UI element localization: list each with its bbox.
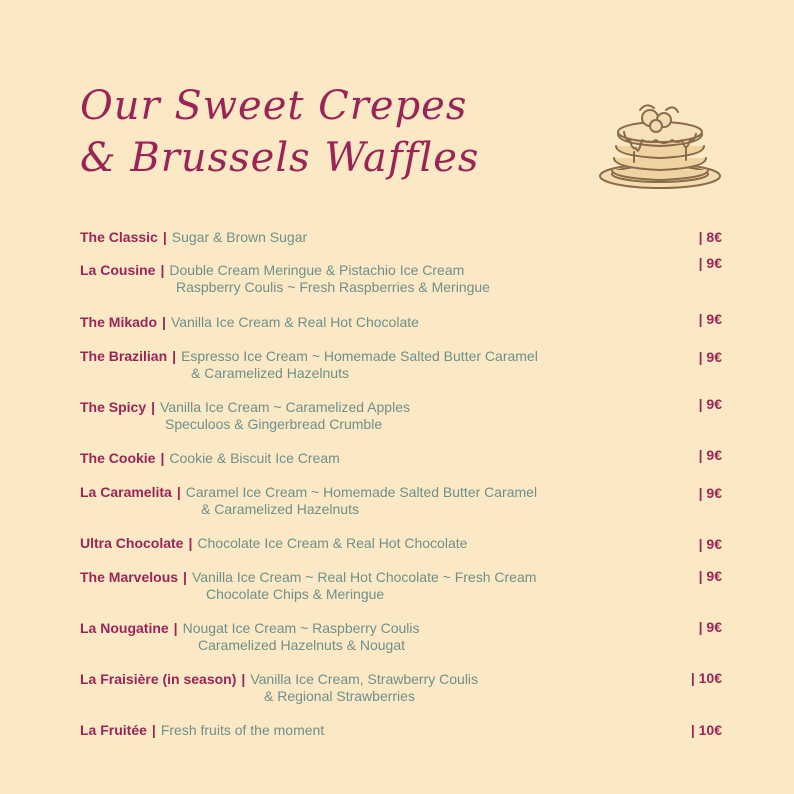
item-price: | 10€ xyxy=(690,722,722,738)
item-description: Caramel Ice Cream ~ Homemade Salted Butter Caramel xyxy=(185,484,538,500)
item-description-continued: Raspberry Coulis ~ Fresh Raspberries & Meringue xyxy=(176,279,490,295)
item-price: | 9€ xyxy=(698,311,722,327)
item-price: | 8€ xyxy=(698,229,722,245)
item-separator: | xyxy=(151,399,156,415)
menu-title-line-2: & Brussels Waffles xyxy=(80,135,480,181)
item-name: La Fraisière (in season) xyxy=(80,671,237,687)
menu-item xyxy=(80,348,730,382)
pancake-stack-icon xyxy=(594,96,726,194)
item-separator: | xyxy=(176,484,181,500)
menu-item xyxy=(80,255,730,296)
item-description-continued: & Caramelized Hazelnuts xyxy=(191,365,349,381)
item-description: Fresh fruits of the moment xyxy=(160,722,325,738)
item-separator: | xyxy=(172,348,177,364)
item-name: The Spicy xyxy=(80,399,147,415)
item-separator: | xyxy=(183,569,187,585)
item-price: | 9€ xyxy=(698,447,722,463)
item-price: | 10€ xyxy=(690,670,722,686)
item-price: | 9€ xyxy=(698,619,722,635)
item-separator: | xyxy=(160,262,165,278)
item-price: | 9€ xyxy=(698,485,722,501)
item-separator: | xyxy=(173,620,178,636)
item-price: | 9€ xyxy=(698,396,722,412)
item-separator: | xyxy=(151,722,156,738)
item-price: | 9€ xyxy=(698,349,722,365)
item-description: Vanilla Ice Cream & Real Hot Chocolate xyxy=(170,314,419,330)
item-description: Espresso Ice Cream ~ Homemade Salted Butter Caramel xyxy=(181,348,538,364)
menu-item xyxy=(80,722,730,739)
item-description: Sugar & Brown Sugar xyxy=(171,229,308,245)
item-description-continued: Chocolate Chips & Meringue xyxy=(206,586,385,602)
item-separator: | xyxy=(160,450,165,466)
item-description: Vanilla Ice Cream ~ Real Hot Chocolate ~ Fresh Cream xyxy=(191,569,537,585)
item-name: Ultra Chocolate xyxy=(80,535,184,551)
item-description-continued: & Regional Strawberries xyxy=(264,688,415,704)
menu-item xyxy=(80,671,730,705)
menu-item xyxy=(80,396,730,433)
menu-item xyxy=(80,535,730,552)
menu-item xyxy=(80,229,730,246)
item-description-continued: Speculoos & Gingerbread Crumble xyxy=(165,416,383,432)
item-name: The Cookie xyxy=(80,450,156,466)
item-separator: | xyxy=(162,314,166,330)
item-name: The Brazilian xyxy=(80,348,168,364)
item-name: La Fruitée xyxy=(80,722,147,738)
item-separator: | xyxy=(162,229,167,245)
item-price: | 9€ xyxy=(698,255,722,271)
menu-item xyxy=(80,569,730,603)
item-name: La Nougatine xyxy=(80,620,169,636)
item-price: | 9€ xyxy=(698,568,722,584)
item-name: The Mikado xyxy=(80,314,158,330)
item-description-continued: & Caramelized Hazelnuts xyxy=(201,501,359,517)
menu-item xyxy=(80,447,730,467)
item-description: Chocolate Ice Cream & Real Hot Chocolate xyxy=(197,535,468,551)
menu-title-line-1: Our Sweet Crepes xyxy=(80,83,468,129)
item-name: La Caramelita xyxy=(80,484,172,500)
item-separator: | xyxy=(241,671,246,687)
item-description: Vanilla Ice Cream ~ Caramelized Apples xyxy=(160,399,410,415)
item-description: Vanilla Ice Cream, Strawberry Coulis xyxy=(250,671,479,687)
item-name: The Marvelous xyxy=(80,569,179,585)
menu-item xyxy=(80,311,730,331)
menu-item xyxy=(80,620,730,654)
item-description: Cookie & Biscuit Ice Cream xyxy=(169,450,340,466)
menu-item xyxy=(80,484,730,518)
item-name: La Cousine xyxy=(80,262,156,278)
item-description: Nougat Ice Cream ~ Raspberry Coulis xyxy=(182,620,420,636)
menu-title xyxy=(80,80,479,184)
item-price: | 9€ xyxy=(698,536,722,552)
item-separator: | xyxy=(188,535,193,551)
item-name: The Classic xyxy=(80,229,158,245)
item-description: Double Cream Meringue & Pistachio Ice Cream xyxy=(169,262,465,278)
item-description-continued: Caramelized Hazelnuts & Nougat xyxy=(198,637,405,653)
